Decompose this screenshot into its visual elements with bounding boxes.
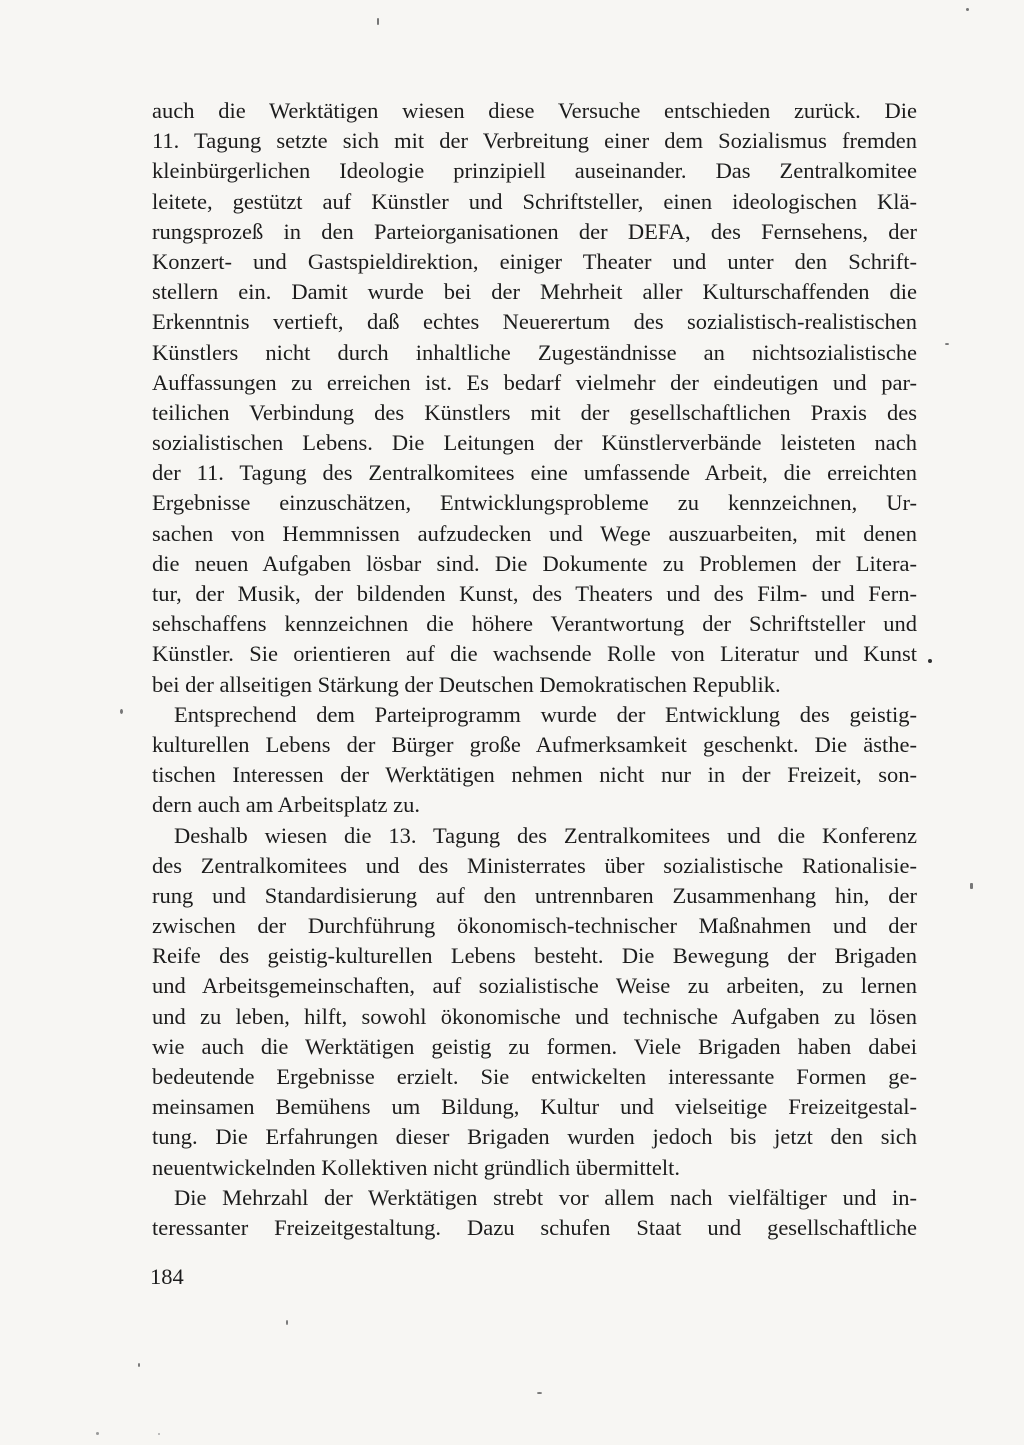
text-line: und Arbeitsgemeinschaften, auf sozialistische Weise zu arbeiten, zu lernen	[152, 973, 917, 999]
paragraph-4	[152, 1183, 917, 1243]
text-line: 11. Tagung setzte sich mit der Verbreitung einer dem Sozialismus fremden	[152, 128, 917, 154]
text-line: Erkenntnis vertieft, daß echtes Neuerertum des sozialistisch-realistischen	[152, 309, 917, 335]
text-line: tur, der Musik, der bildenden Kunst, des Theaters und des Film- und Fern-	[152, 581, 917, 606]
text-line: Ergebnisse einzuschätzen, Entwicklungsprobleme zu kennzeichnen, Ur-	[152, 490, 917, 516]
text-line: rungsprozeß in den Parteiorganisationen der DEFA, des Fernsehens, der	[152, 218, 917, 244]
text-line: die neuen Aufgaben lösbar sind. Die Dokumente zu Problemen der Litera-	[152, 550, 917, 576]
text-line: sachen von Hemmnissen aufzudecken und Wege auszuarbeiten, mit denen	[152, 520, 917, 546]
text-line: kulturellen Lebens der Bürger große Aufmerksamkeit geschenkt. Die ästhe-	[152, 731, 917, 757]
text-line: bei der allseitigen Stärkung der Deutschen Demokratischen Republik.	[152, 671, 781, 697]
scan-speck	[138, 1363, 140, 1367]
text-line: wie auch die Werktätigen geistig zu formen. Viele Brigaden haben dabei	[152, 1033, 917, 1059]
text-line: rung und Standardisierung auf den untrennbaren Zusammenhang hin, der	[152, 882, 917, 908]
scan-speck	[537, 1392, 542, 1394]
scan-speck	[120, 709, 123, 714]
text-line: zwischen der Durchführung ökonomisch-technischer Maßnahmen und der	[152, 913, 917, 939]
text-line: neuentwickelnden Kollektiven nicht gründlich übermittelt.	[152, 1154, 680, 1180]
text-line: dern auch am Arbeitsplatz zu.	[152, 792, 421, 818]
text-line: der 11. Tagung des Zentralkomitees eine umfassende Arbeit, die erreichten	[152, 460, 917, 486]
paragraph-3	[152, 821, 917, 1183]
text-line: stellern ein. Damit wurde bei der Mehrheit aller Kulturschaffenden die	[152, 279, 917, 305]
scan-speck	[158, 1433, 160, 1435]
text-line: und zu leben, hilft, sowohl ökonomische und technische Aufgaben zu lösen	[152, 1003, 917, 1029]
text-line: Die Mehrzahl der Werktätigen strebt vor allem nach vielfältiger und in-	[174, 1184, 917, 1210]
text-line: bedeutende Ergebnisse erzielt. Sie entwickelten interessante Formen ge-	[152, 1064, 917, 1089]
text-line: Deshalb wiesen die 13. Tagung des Zentralkomitees und die Konferenz	[174, 822, 917, 848]
text-line: Konzert- und Gastspieldirektion, einiger Theater und unter den Schrift-	[152, 248, 917, 274]
text-line: tischen Interessen der Werktätigen nehmen nicht nur in der Freizeit, son-	[152, 762, 917, 788]
text-line: teilichen Verbindung des Künstlers mit der gesellschaftlichen Praxis des	[152, 399, 917, 425]
scan-speck	[286, 1320, 288, 1325]
text-line: Reife des geistig-kulturellen Lebens besteht. Die Bewegung der Brigaden	[152, 943, 917, 969]
text-line: Auffassungen zu erreichen ist. Es bedarf vielmehr der eindeutigen und par-	[152, 369, 917, 395]
scan-speck	[928, 659, 932, 663]
scan-speck	[96, 1432, 99, 1435]
paragraph-2	[152, 700, 917, 821]
scan-speck	[966, 8, 969, 11]
text-line: kleinbürgerlichen Ideologie prinzipiell auseinander. Das Zentralkomitee	[152, 158, 917, 184]
text-line: tung. Die Erfahrungen dieser Brigaden wurden jedoch bis jetzt den sich	[152, 1124, 917, 1150]
text-line: meinsamen Bemühens um Bildung, Kultur und vielseitige Freizeitgestal-	[152, 1094, 917, 1120]
body-text	[152, 96, 917, 1243]
text-line: leitete, gestützt auf Künstler und Schriftsteller, einen ideologischen Klä-	[152, 188, 917, 214]
page-number: 184	[150, 1264, 184, 1289]
scan-speck	[945, 343, 949, 345]
text-line: Künstlers nicht durch inhaltliche Zugeständnisse an nichtsozialistische	[152, 339, 917, 365]
text-line: Entsprechend dem Parteiprogramm wurde der Entwicklung des geistig-	[174, 701, 917, 727]
text-line: auch die Werktätigen wiesen diese Versuche entschieden zurück. Die	[152, 98, 917, 123]
text-line: des Zentralkomitees und des Ministerrates über sozialistische Rationalisie-	[152, 852, 917, 878]
text-line: teressanter Freizeitgestaltung. Dazu schufen Staat und gesellschaftliche	[152, 1214, 917, 1240]
text-line: sozialistischen Lebens. Die Leitungen der Künstlerverbände leisteten nach	[152, 430, 917, 456]
text-line: Künstler. Sie orientieren auf die wachsende Rolle von Literatur und Kunst	[152, 641, 917, 667]
paragraph-1	[152, 96, 917, 700]
text-line: sehschaffens kennzeichnen die höhere Verantwortung der Schriftsteller und	[152, 611, 917, 637]
scan-speck	[970, 883, 973, 889]
scan-speck	[377, 18, 379, 25]
